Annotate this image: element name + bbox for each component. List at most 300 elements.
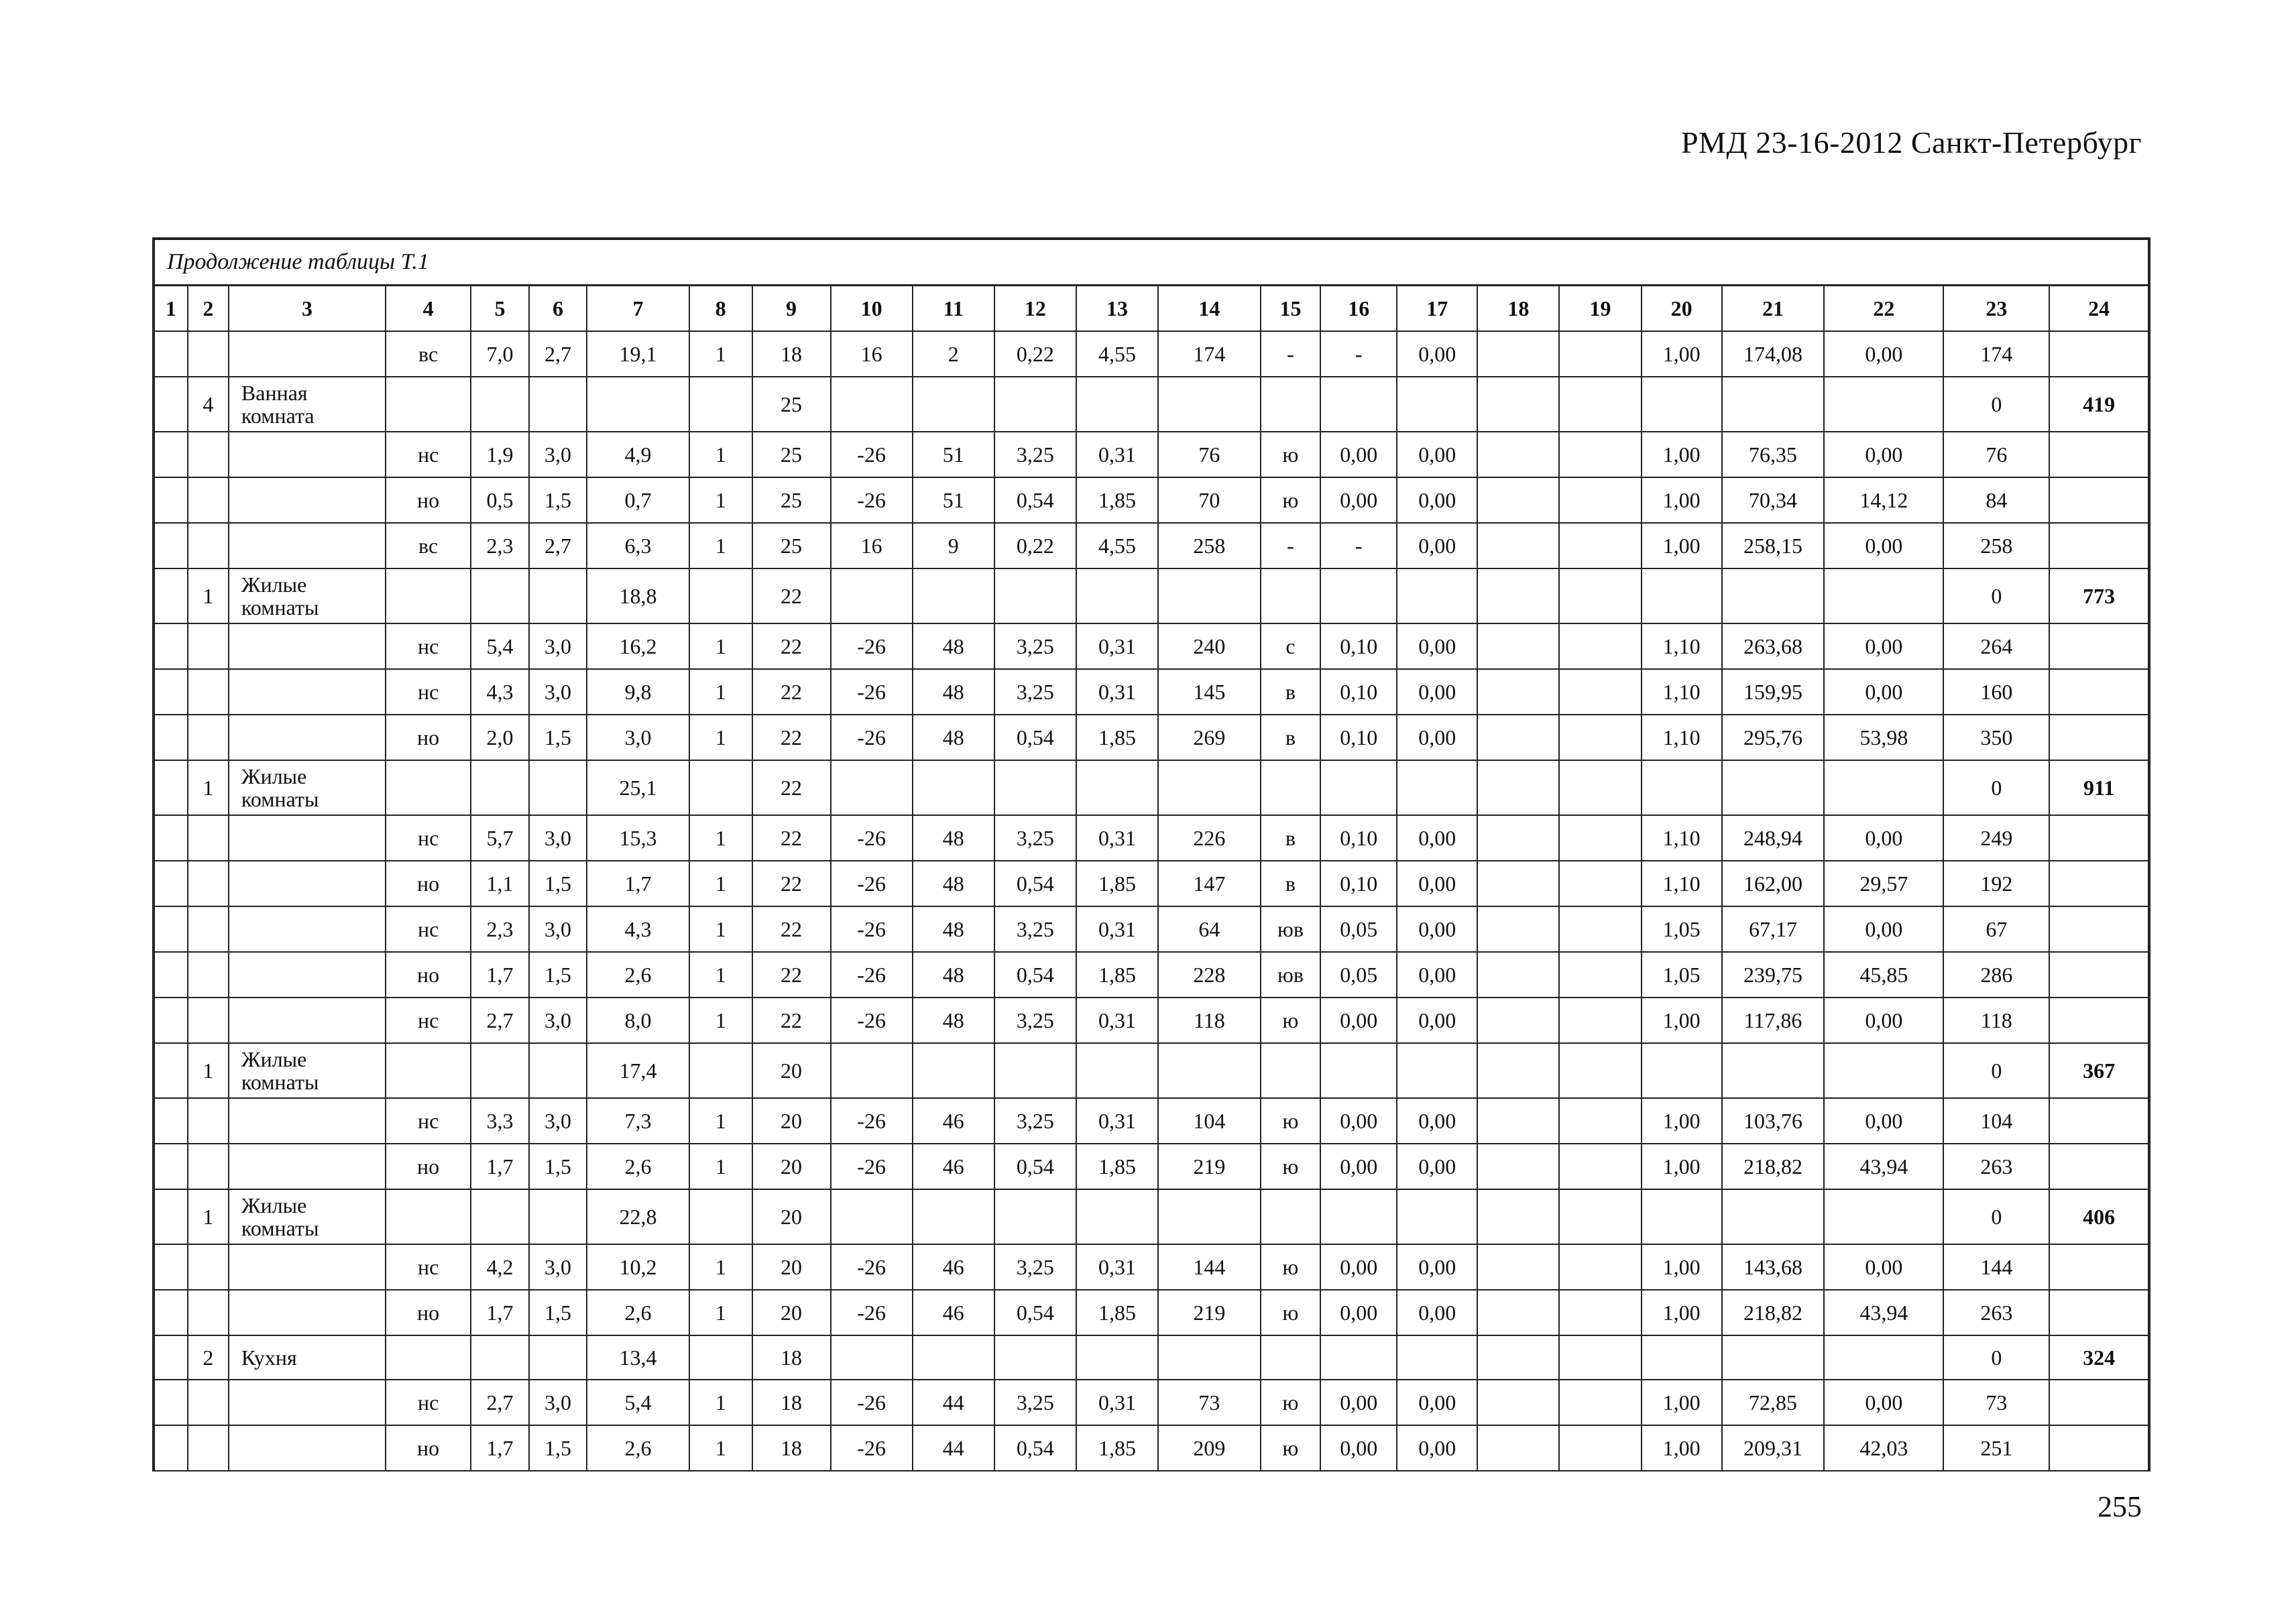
- table-cell: [2049, 815, 2148, 861]
- table-cell: [188, 523, 229, 568]
- table-cell: 0,00: [1320, 1380, 1397, 1425]
- column-number-cell: 16: [1320, 286, 1397, 331]
- table-cell: 218,82: [1722, 1144, 1825, 1189]
- table-cell: 0,00: [1397, 1244, 1477, 1290]
- table-cell: 2: [913, 331, 994, 377]
- table-cell: [155, 669, 188, 715]
- room-row: [155, 1189, 2148, 1244]
- table-cell: 2,7: [529, 331, 587, 377]
- column-number-cell: 23: [1943, 286, 2049, 331]
- table-cell: но: [386, 477, 471, 523]
- table-cell: [1559, 1335, 1641, 1380]
- table-cell: 1,5: [529, 861, 587, 906]
- table-cell: [831, 377, 913, 432]
- table-cell: 2,6: [587, 1425, 689, 1471]
- table-cell: 0,00: [1320, 432, 1397, 477]
- table-cell: 162,00: [1722, 861, 1825, 906]
- table-cell: 0,05: [1320, 952, 1397, 998]
- table-cell: [386, 1043, 471, 1098]
- table-cell: 240: [1158, 623, 1261, 669]
- table-cell: 0: [1943, 1043, 2049, 1098]
- table-cell: 1: [689, 861, 752, 906]
- table-cell: [529, 568, 587, 623]
- table-cell: 2,6: [587, 1290, 689, 1335]
- table-cell: [1076, 568, 1158, 623]
- table-cell: юв: [1261, 952, 1321, 998]
- table-cell: [1320, 1043, 1397, 1098]
- table-cell: 46: [913, 1244, 994, 1290]
- table-cell: 286: [1943, 952, 2049, 998]
- table-cell: [188, 1425, 229, 1471]
- table-cell: 0,31: [1076, 906, 1158, 952]
- table-cell: [1559, 432, 1641, 477]
- table-cell: [1320, 1335, 1397, 1380]
- table-cell: Кухня: [229, 1335, 386, 1380]
- table-cell: -26: [831, 815, 913, 861]
- table-cell: [1076, 1043, 1158, 1098]
- table-cell: 0,54: [994, 1290, 1076, 1335]
- table-cell: [689, 568, 752, 623]
- table-cell: 3,0: [529, 998, 587, 1043]
- enclosure-row: [155, 523, 2148, 568]
- table-cell: [1397, 760, 1477, 815]
- table-cell: [1477, 952, 1559, 998]
- table-cell: 1,00: [1642, 998, 1722, 1043]
- table-cell: [689, 1043, 752, 1098]
- table-cell: [1397, 1043, 1477, 1098]
- table-cell: 22: [752, 669, 831, 715]
- table-cell: 3,25: [994, 623, 1076, 669]
- table-cell: [1642, 1189, 1722, 1244]
- table-cell: 1: [689, 1425, 752, 1471]
- table-cell: -26: [831, 1244, 913, 1290]
- table-cell: [1824, 377, 1943, 432]
- table-cell: 72,85: [1722, 1380, 1825, 1425]
- table-cell: в: [1261, 669, 1321, 715]
- table-cell: 0,00: [1824, 1244, 1943, 1290]
- table-cell: [155, 331, 188, 377]
- table-cell: [155, 432, 188, 477]
- table-cell: [913, 1043, 994, 1098]
- table-cell: 1: [689, 815, 752, 861]
- table-cell: 0,54: [994, 715, 1076, 760]
- table-cell: 145: [1158, 669, 1261, 715]
- table-cell: 0,31: [1076, 623, 1158, 669]
- table-cell: 18: [752, 1380, 831, 1425]
- document-code: РМД 23-16-2012 Санкт-Петербург: [1680, 125, 2142, 160]
- table-cell: 0,10: [1320, 669, 1397, 715]
- table-cell: вс: [386, 523, 471, 568]
- table-cell: 1: [689, 906, 752, 952]
- table-cell: -26: [831, 952, 913, 998]
- table-cell: 1,00: [1642, 1244, 1722, 1290]
- table-cell: [1559, 861, 1641, 906]
- column-number-cell: 13: [1076, 286, 1158, 331]
- table-cell: [2049, 669, 2148, 715]
- column-number-cell: 12: [994, 286, 1076, 331]
- table-cell: [1722, 1335, 1825, 1380]
- table-cell: [155, 715, 188, 760]
- table-cell: 1,7: [587, 861, 689, 906]
- table-cell: [1320, 760, 1397, 815]
- enclosure-row: [155, 1144, 2148, 1189]
- table-cell: [155, 1335, 188, 1380]
- table-cell: [1477, 568, 1559, 623]
- table-cell: 43,94: [1824, 1144, 1943, 1189]
- table-cell: 174: [1943, 331, 2049, 377]
- table-cell: 3,25: [994, 1244, 1076, 1290]
- table-cell: [229, 1144, 386, 1189]
- table-cell: 0,54: [994, 477, 1076, 523]
- table-cell: [229, 1290, 386, 1335]
- table-cell: [1559, 1043, 1641, 1098]
- table-cell: 20: [752, 1043, 831, 1098]
- table-cell: [229, 1425, 386, 1471]
- table-cell: [2049, 1290, 2148, 1335]
- table-cell: [155, 623, 188, 669]
- table-cell: [1477, 523, 1559, 568]
- table-cell: [155, 815, 188, 861]
- table-cell: 19,1: [587, 331, 689, 377]
- table-cell: 0,00: [1824, 432, 1943, 477]
- table-cell: [386, 377, 471, 432]
- table-cell: [529, 760, 587, 815]
- table-cell: 51: [913, 477, 994, 523]
- table-cell: [1477, 1425, 1559, 1471]
- table-cell: 0,00: [1397, 1144, 1477, 1189]
- table-cell: 1,9: [471, 432, 529, 477]
- table-cell: 22,8: [587, 1189, 689, 1244]
- table-cell: нс: [386, 998, 471, 1043]
- table-cell: [155, 1043, 188, 1098]
- table-cell: 5,4: [587, 1380, 689, 1425]
- table-cell: 1,85: [1076, 1144, 1158, 1189]
- table-cell: 0: [1943, 1189, 2049, 1244]
- table-cell: 0,00: [1320, 1098, 1397, 1144]
- table-cell: 1,10: [1642, 669, 1722, 715]
- table-cell: 22: [752, 952, 831, 998]
- table-cell: 18: [752, 1425, 831, 1471]
- table-cell: 1,00: [1642, 1098, 1722, 1144]
- table-cell: [188, 1380, 229, 1425]
- table-cell: [529, 1043, 587, 1098]
- table-body: [155, 286, 2148, 1471]
- table-cell: 48: [913, 906, 994, 952]
- table-cell: 17,4: [587, 1043, 689, 1098]
- table-cell: [188, 1144, 229, 1189]
- table-cell: 76,35: [1722, 432, 1825, 477]
- table-cell: [1559, 568, 1641, 623]
- table-cell: [229, 477, 386, 523]
- table-cell: [1559, 331, 1641, 377]
- column-number-cell: 20: [1642, 286, 1722, 331]
- enclosure-row: [155, 1380, 2148, 1425]
- table-cell: [188, 669, 229, 715]
- table-cell: [831, 760, 913, 815]
- table-cell: 174,08: [1722, 331, 1825, 377]
- table-cell: 22: [752, 861, 831, 906]
- table-cell: 73: [1158, 1380, 1261, 1425]
- table-cell: 84: [1943, 477, 2049, 523]
- table-cell: [689, 760, 752, 815]
- table-cell: 419: [2049, 377, 2148, 432]
- table-cell: [1559, 715, 1641, 760]
- heat-loss-table: [152, 237, 2150, 1471]
- table-cell: 18,8: [587, 568, 689, 623]
- table-cell: 0,10: [1320, 815, 1397, 861]
- table-cell: 226: [1158, 815, 1261, 861]
- table-cell: [1722, 377, 1825, 432]
- table-cell: [2049, 432, 2148, 477]
- table-cell: 3,25: [994, 669, 1076, 715]
- enclosure-row: [155, 998, 2148, 1043]
- enclosure-row: [155, 477, 2148, 523]
- table-cell: -: [1320, 523, 1397, 568]
- table-cell: 0,00: [1824, 623, 1943, 669]
- table-cell: [1261, 568, 1321, 623]
- table-cell: 160: [1943, 669, 2049, 715]
- table-cell: [471, 1335, 529, 1380]
- table-cell: 53,98: [1824, 715, 1943, 760]
- table-cell: 0,00: [1397, 1425, 1477, 1471]
- table-cell: 22: [752, 998, 831, 1043]
- table-cell: -26: [831, 477, 913, 523]
- table-cell: [1477, 906, 1559, 952]
- table-cell: 25,1: [587, 760, 689, 815]
- table-cell: [1261, 377, 1321, 432]
- table-cell: [1076, 377, 1158, 432]
- table-cell: -: [1320, 331, 1397, 377]
- table-cell: 22: [752, 568, 831, 623]
- table-cell: 0,00: [1320, 477, 1397, 523]
- table-cell: -26: [831, 906, 913, 952]
- table-cell: 263: [1943, 1290, 2049, 1335]
- table-cell: 70,34: [1722, 477, 1825, 523]
- table-cell: 42,03: [1824, 1425, 1943, 1471]
- table-cell: ю: [1261, 998, 1321, 1043]
- table-cell: 0,00: [1397, 432, 1477, 477]
- table-cell: 48: [913, 998, 994, 1043]
- table-cell: 22: [752, 715, 831, 760]
- table-cell: 117,86: [1722, 998, 1825, 1043]
- table-cell: 1,85: [1076, 1425, 1158, 1471]
- table-cell: [1477, 760, 1559, 815]
- table-cell: 1: [689, 1290, 752, 1335]
- enclosure-row: [155, 623, 2148, 669]
- table-cell: [155, 1244, 188, 1290]
- table-cell: [1642, 1043, 1722, 1098]
- table-cell: 2,3: [471, 906, 529, 952]
- table-cell: 6,3: [587, 523, 689, 568]
- table-cell: 1,7: [471, 1290, 529, 1335]
- table-cell: 16: [831, 331, 913, 377]
- table-cell: 0,00: [1824, 331, 1943, 377]
- table-cell: 70: [1158, 477, 1261, 523]
- table-cell: [229, 523, 386, 568]
- column-number-cell: 10: [831, 286, 913, 331]
- table-cell: 239,75: [1722, 952, 1825, 998]
- table-cell: 2,6: [587, 1144, 689, 1189]
- table-cell: 0,00: [1397, 815, 1477, 861]
- table-cell: [229, 1244, 386, 1290]
- table-cell: -26: [831, 1425, 913, 1471]
- table-cell: 1: [188, 568, 229, 623]
- table-cell: 1,00: [1642, 331, 1722, 377]
- table-cell: [994, 377, 1076, 432]
- table-cell: [155, 1380, 188, 1425]
- table-cell: [529, 1189, 587, 1244]
- table-cell: [1261, 760, 1321, 815]
- table-cell: 3,0: [529, 815, 587, 861]
- table-cell: 3,0: [529, 1380, 587, 1425]
- table-cell: 264: [1943, 623, 2049, 669]
- table-cell: юв: [1261, 906, 1321, 952]
- table-cell: 911: [2049, 760, 2148, 815]
- column-number-cell: 4: [386, 286, 471, 331]
- table-cell: 25: [752, 477, 831, 523]
- table-cell: 1: [689, 998, 752, 1043]
- table-cell: 269: [1158, 715, 1261, 760]
- page-number: 255: [2098, 1490, 2142, 1523]
- table-cell: [1559, 1144, 1641, 1189]
- column-number-cell: 24: [2049, 286, 2148, 331]
- table-cell: [1076, 1335, 1158, 1380]
- table-cell: [188, 952, 229, 998]
- table-cell: [1158, 1189, 1261, 1244]
- table-cell: 1,5: [529, 715, 587, 760]
- table-cell: 48: [913, 715, 994, 760]
- table-cell: 3,25: [994, 432, 1076, 477]
- table-cell: 9: [913, 523, 994, 568]
- table-cell: [1261, 1335, 1321, 1380]
- table-cell: Жилые комнаты: [229, 568, 386, 623]
- table-cell: с: [1261, 623, 1321, 669]
- table-cell: [1477, 861, 1559, 906]
- table-cell: 192: [1943, 861, 2049, 906]
- table-cell: [1642, 377, 1722, 432]
- table-cell: [1477, 377, 1559, 432]
- table-cell: 104: [1943, 1098, 2049, 1144]
- table-cell: [689, 1189, 752, 1244]
- table-cell: 3,0: [529, 1098, 587, 1144]
- table-cell: [1477, 1335, 1559, 1380]
- table-cell: 25: [752, 432, 831, 477]
- table-cell: 218,82: [1722, 1290, 1825, 1335]
- table-cell: 0,54: [994, 952, 1076, 998]
- table-cell: [1158, 1043, 1261, 1098]
- table-cell: [689, 377, 752, 432]
- table-cell: 1,00: [1642, 432, 1722, 477]
- table-cell: 20: [752, 1290, 831, 1335]
- table-cell: [2049, 861, 2148, 906]
- table-cell: 48: [913, 669, 994, 715]
- table-cell: в: [1261, 715, 1321, 760]
- table-cell: [1397, 1335, 1477, 1380]
- enclosure-row: [155, 1244, 2148, 1290]
- table-cell: 2,7: [471, 1380, 529, 1425]
- table-cell: [471, 377, 529, 432]
- table-cell: но: [386, 715, 471, 760]
- table-cell: [831, 1189, 913, 1244]
- table-cell: [229, 952, 386, 998]
- table-cell: 20: [752, 1244, 831, 1290]
- table-cell: 0,00: [1397, 952, 1477, 998]
- table-cell: ю: [1261, 1290, 1321, 1335]
- table-cell: [1559, 477, 1641, 523]
- table-cell: 143,68: [1722, 1244, 1825, 1290]
- table-cell: 0: [1943, 377, 2049, 432]
- table-cell: 5,4: [471, 623, 529, 669]
- table-cell: [529, 377, 587, 432]
- table-cell: 3,25: [994, 1380, 1076, 1425]
- enclosure-row: [155, 715, 2148, 760]
- table-cell: 1,1: [471, 861, 529, 906]
- table-cell: -26: [831, 1098, 913, 1144]
- table-cell: [1559, 952, 1641, 998]
- table-cell: 1,7: [471, 952, 529, 998]
- table-cell: 48: [913, 815, 994, 861]
- column-number-cell: 11: [913, 286, 994, 331]
- table-cell: 13,4: [587, 1335, 689, 1380]
- table-cell: 4,55: [1076, 523, 1158, 568]
- table-cell: [1158, 568, 1261, 623]
- table-cell: ю: [1261, 1380, 1321, 1425]
- enclosure-row: [155, 906, 2148, 952]
- table-cell: 3,3: [471, 1098, 529, 1144]
- table-cell: [1477, 669, 1559, 715]
- table-cell: 1,10: [1642, 861, 1722, 906]
- table-cell: [1642, 568, 1722, 623]
- table-cell: [155, 523, 188, 568]
- table-cell: -26: [831, 861, 913, 906]
- table-cell: 1: [689, 669, 752, 715]
- table-cell: 0,00: [1824, 998, 1943, 1043]
- table-cell: 1,05: [1642, 952, 1722, 998]
- table-cell: 0,31: [1076, 1244, 1158, 1290]
- table-cell: 16,2: [587, 623, 689, 669]
- table-cell: [155, 377, 188, 432]
- table-cell: [1559, 623, 1641, 669]
- table-cell: 0,54: [994, 861, 1076, 906]
- column-number-cell: 8: [689, 286, 752, 331]
- table-cell: [1477, 1098, 1559, 1144]
- table-cell: 219: [1158, 1290, 1261, 1335]
- table-cell: 3,25: [994, 1098, 1076, 1144]
- table-cell: 1: [188, 1043, 229, 1098]
- table-cell: [1477, 1189, 1559, 1244]
- table-cell: [2049, 1098, 2148, 1144]
- table-cell: [155, 477, 188, 523]
- column-number-cell: 3: [229, 286, 386, 331]
- room-row: [155, 377, 2148, 432]
- table-cell: [1559, 760, 1641, 815]
- table-cell: 20: [752, 1189, 831, 1244]
- table-cell: [913, 1189, 994, 1244]
- table-cell: 0,31: [1076, 669, 1158, 715]
- table-cell: 118: [1943, 998, 2049, 1043]
- table-cell: [1320, 568, 1397, 623]
- table-cell: 76: [1943, 432, 2049, 477]
- enclosure-row: [155, 669, 2148, 715]
- column-number-cell: 9: [752, 286, 831, 331]
- table-cell: 406: [2049, 1189, 2148, 1244]
- table-cell: [2049, 1380, 2148, 1425]
- table-cell: 1,05: [1642, 906, 1722, 952]
- table-cell: [1477, 477, 1559, 523]
- table-cell: 16: [831, 523, 913, 568]
- table-cell: 258,15: [1722, 523, 1825, 568]
- table-cell: 0,5: [471, 477, 529, 523]
